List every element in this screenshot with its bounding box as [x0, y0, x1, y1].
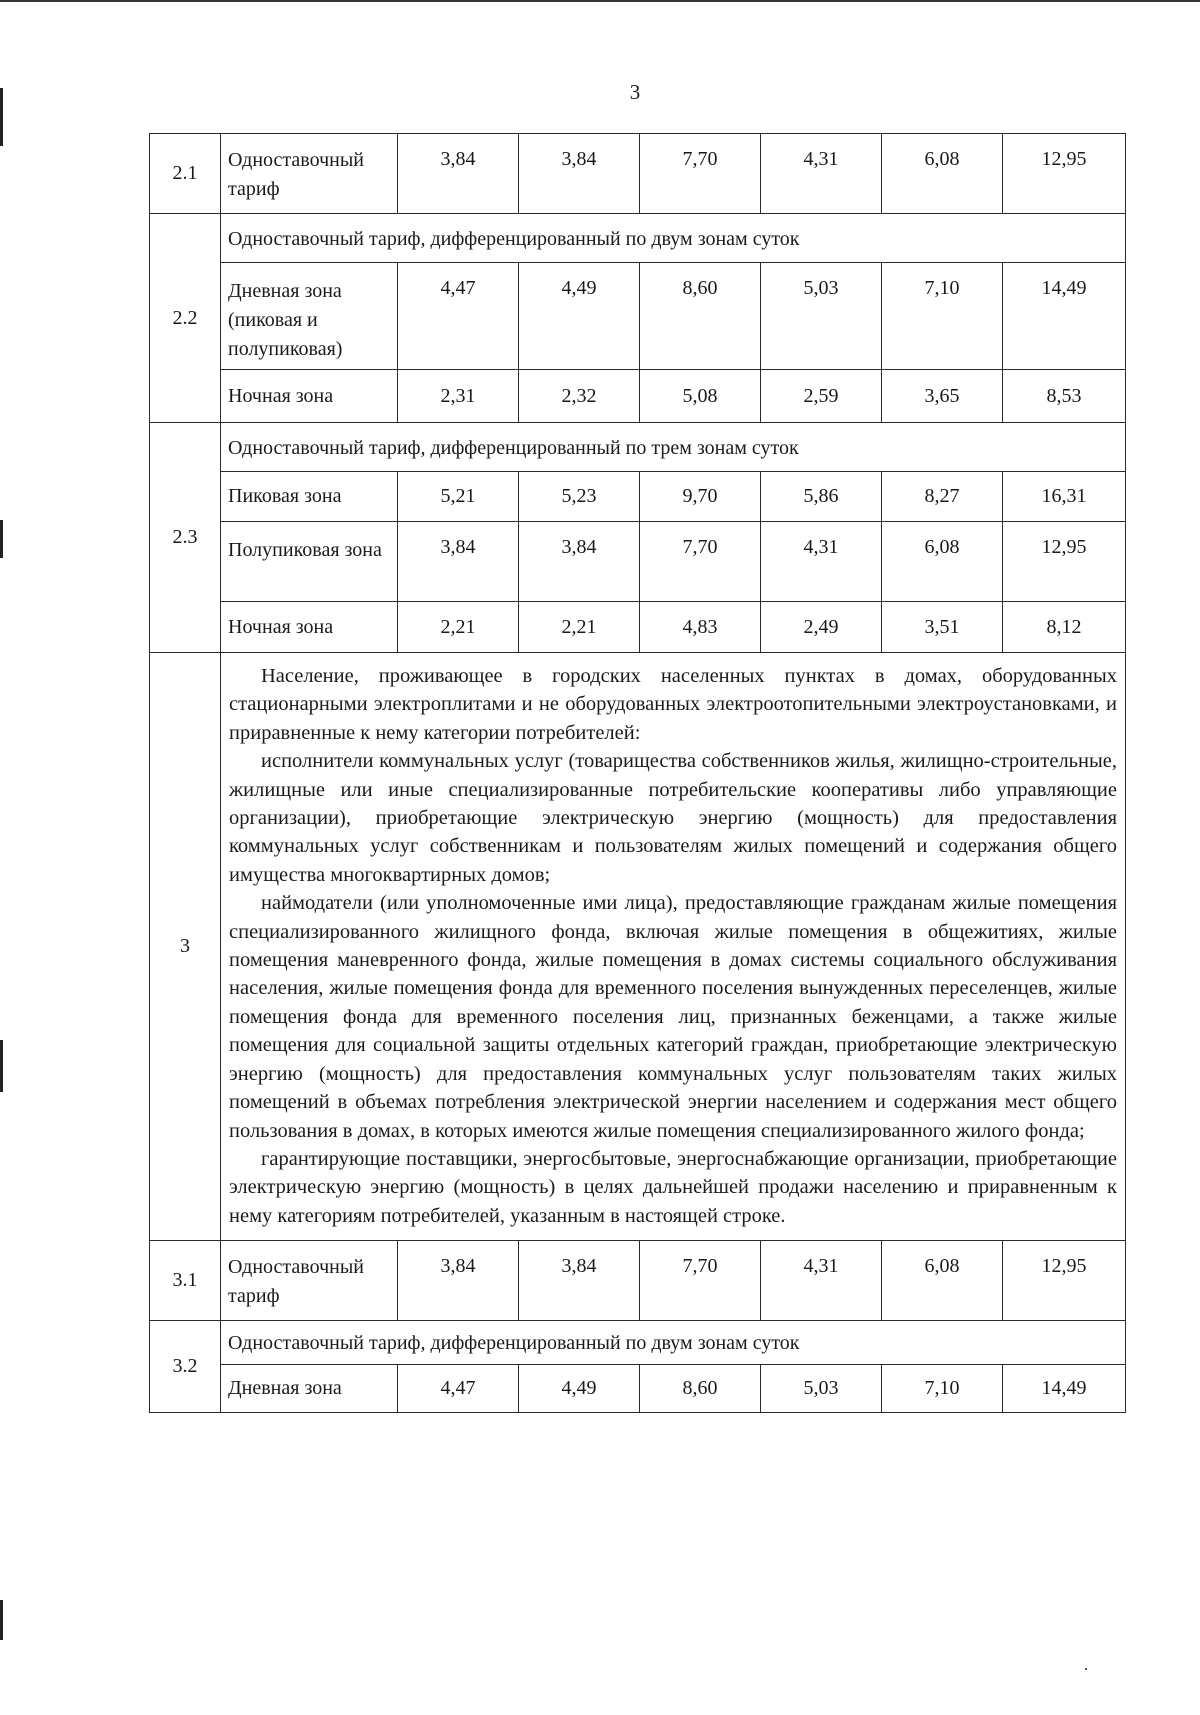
tariff-value: 4,31	[761, 522, 882, 602]
tariff-value: 4,49	[519, 263, 640, 370]
tariff-value: 2,49	[761, 602, 882, 653]
tariff-value: 3,65	[882, 370, 1003, 423]
tariff-value: 2,21	[519, 602, 640, 653]
row-number: 2.1	[150, 134, 221, 214]
tariff-value: 3,84	[398, 522, 519, 602]
scan-top-edge	[0, 0, 1200, 2]
tariff-label: Дневная зона (пиковая и полупиковая)	[221, 263, 398, 370]
scan-speck	[1085, 1668, 1087, 1670]
category-description	[221, 653, 1126, 1241]
tariff-value: 2,21	[398, 602, 519, 653]
table-row	[150, 263, 1126, 370]
tariff-value: 3,84	[519, 522, 640, 602]
table-row	[150, 1241, 1126, 1321]
tariff-value: 8,27	[882, 472, 1003, 522]
table-row	[150, 1365, 1126, 1413]
tariff-value: 4,31	[761, 134, 882, 214]
tariff-value: 3,84	[398, 134, 519, 214]
row-number: 2.2	[150, 214, 221, 423]
table-row	[150, 653, 1126, 1241]
tariff-value: 8,53	[1003, 370, 1126, 423]
tariff-value: 8,60	[640, 263, 761, 370]
tariff-value: 2,32	[519, 370, 640, 423]
tariff-value: 12,95	[1003, 1241, 1126, 1321]
scan-margin-mark	[0, 1600, 3, 1640]
tariff-value: 7,10	[882, 1365, 1003, 1413]
table-row	[150, 214, 1126, 263]
tariff-table	[149, 133, 1126, 1413]
tariff-value: 7,70	[640, 1241, 761, 1321]
table-row	[150, 522, 1126, 602]
tariff-value: 7,70	[640, 522, 761, 602]
description-paragraph: Население, проживающее в городских населенных пунктах в домах, оборудованных стационарными электроплитами и не оборудованных электроотопительными электроустановками, и приравненные к нему категории потребителей:	[229, 665, 1117, 744]
tariff-value: 8,12	[1003, 602, 1126, 653]
table-row	[150, 423, 1126, 472]
tariff-label: Дневная зона	[221, 1365, 398, 1413]
tariff-value: 5,03	[761, 1365, 882, 1413]
tariff-label: Ночная зона	[221, 370, 398, 423]
page-number: 3	[629, 80, 641, 104]
row-number: 3	[150, 653, 221, 1241]
tariff-value: 3,84	[519, 1241, 640, 1321]
tariff-value: 12,95	[1003, 134, 1126, 214]
tariff-value: 5,21	[398, 472, 519, 522]
row-number: 3.1	[150, 1241, 221, 1321]
section-heading: Одноставочный тариф, дифференцированный по двум зонам суток	[221, 214, 1126, 263]
tariff-label: Пиковая зона	[221, 472, 398, 522]
tariff-label: Одноставочный тариф	[221, 1241, 398, 1321]
row-number: 3.2	[150, 1321, 221, 1413]
tariff-value: 5,08	[640, 370, 761, 423]
description-paragraph: наймодатели (или уполномоченные ими лица), предоставляющие гражданам жилые помещения специализированного жилищного фонда, включая жилые помещения в общежитиях, жилые помещения маневренного фонда, жилые помещения в домах системы социального обслуживания населения, жилые помещения фонда для временного поселения вынужденных переселенцев, жилые помещения фонда для временного поселения лиц, признанных беженцами, а также жилые помещения для социальной защиты отдельных категорий граждан, приобретающие электрическую энергию (мощность) для предоставления коммунальных услуг пользователям таких жилых помещений в объемах потребления электрической энергии населением и содержания мест общего пользования в домах, в которых имеются жилые помещения специализированного жилого фонда;	[229, 892, 1117, 1142]
description-paragraph: гарантирующие поставщики, энергосбытовые, энергоснабжающие организации, приобретающие электрическую энергию (мощность) в целях дальнейшей продажи населению и приравненным к нему категориям потребителей, указанным в настоящей строке.	[229, 1147, 1117, 1227]
scan-margin-mark	[0, 520, 3, 558]
section-heading: Одноставочный тариф, дифференцированный по трем зонам суток	[221, 423, 1126, 472]
tariff-value: 3,51	[882, 602, 1003, 653]
table-row	[150, 1321, 1126, 1365]
scan-margin-mark	[0, 1040, 3, 1092]
table-row	[150, 472, 1126, 522]
tariff-value: 3,84	[519, 134, 640, 214]
tariff-value: 14,49	[1003, 263, 1126, 370]
tariff-value: 6,08	[882, 522, 1003, 602]
tariff-value: 4,31	[761, 1241, 882, 1321]
tariff-value: 4,47	[398, 1365, 519, 1413]
tariff-label: Ночная зона	[221, 602, 398, 653]
tariff-value: 14,49	[1003, 1365, 1126, 1413]
tariff-value: 6,08	[882, 134, 1003, 214]
tariff-value: 7,10	[882, 263, 1003, 370]
row-number: 2.3	[150, 423, 221, 653]
description-paragraph: исполнители коммунальных услуг (товарищества собственников жилья, жилищно-строительные, жилищные или иные специализированные потребительские кооперативы либо управляющие организации), приобретающие электрическую энергию (мощность) для предоставления коммунальных услуг собственникам и пользователям жилых помещений и содержания общего имущества многоквартирных домов;	[229, 750, 1117, 886]
table-row	[150, 134, 1126, 214]
tariff-value: 7,70	[640, 134, 761, 214]
tariff-value: 3,84	[398, 1241, 519, 1321]
tariff-value: 4,49	[519, 1365, 640, 1413]
table-row	[150, 602, 1126, 653]
tariff-label: Полупиковая зона	[221, 522, 398, 602]
tariff-value: 9,70	[640, 472, 761, 522]
tariff-value: 8,60	[640, 1365, 761, 1413]
tariff-value: 5,03	[761, 263, 882, 370]
tariff-value: 2,59	[761, 370, 882, 423]
tariff-value: 5,23	[519, 472, 640, 522]
tariff-value: 5,86	[761, 472, 882, 522]
tariff-value: 2,31	[398, 370, 519, 423]
table-row	[150, 370, 1126, 423]
tariff-value: 12,95	[1003, 522, 1126, 602]
tariff-value: 16,31	[1003, 472, 1126, 522]
tariff-value: 4,83	[640, 602, 761, 653]
tariff-label: Одноставочный тариф	[221, 134, 398, 214]
tariff-value: 4,47	[398, 263, 519, 370]
tariff-value: 6,08	[882, 1241, 1003, 1321]
section-heading: Одноставочный тариф, дифференцированный по двум зонам суток	[221, 1321, 1126, 1365]
